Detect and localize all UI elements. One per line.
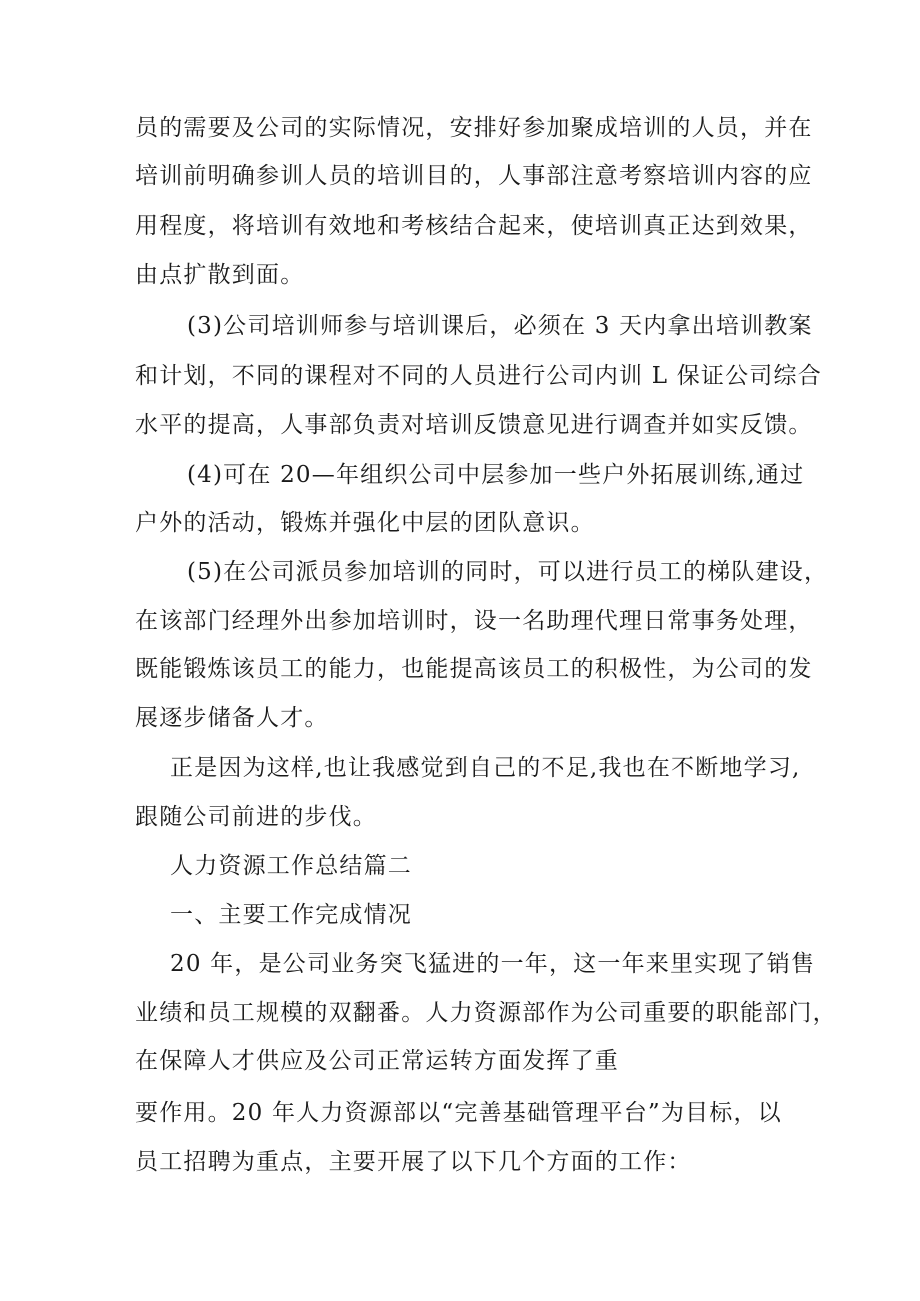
text-line: 户外的活动，锻炼并强化中层的团队意识。 (135, 510, 595, 536)
text-line: 业绩和员工规模的双翻番。人力资源部作为公司重要的职能部门， (135, 1000, 837, 1026)
text-line: 水平的提高，人事部负责对培训反馈意见进行调查并如实反馈。 (135, 412, 813, 438)
text-line: 培训前明确参训人员的培训目的，人事部注意考察培训内容的应 (135, 163, 813, 189)
text-line: 要作用。20 年人力资源部以“完善基础管理平台”为目标，以 (135, 1100, 782, 1126)
text-line: 员的需要及公司的实际情况，安排好参加聚成培训的人员，并在 (135, 115, 813, 141)
text-line: 在保障人才供应及公司正常运转方面发挥了重 (135, 1048, 619, 1074)
text-line: 用程度，将培训有效地和考核结合起来，使培训真正达到效果， (135, 213, 813, 239)
text-line: 正是因为这样,也让我感觉到自己的不足,我也在不断地学习, (170, 755, 801, 781)
text-line: 20 年，是公司业务突飞猛进的一年，这一年来里实现了销售 (170, 951, 816, 977)
text-line: 和计划，不同的课程对不同的人员进行公司内训 L 保证公司综合 (135, 363, 822, 389)
text-line: 跟随公司前进的步伐。 (135, 804, 377, 830)
subsection-heading: 一、主要工作完成情况 (170, 902, 412, 928)
text-line: 既能锻炼该员工的能力，也能提高该员工的积极性，为公司的发 (135, 656, 813, 682)
text-line: 在该部门经理外出参加培训时，设一名助理代理日常事务处理， (135, 608, 813, 634)
text-line: 展逐步储备人才。 (135, 705, 329, 731)
text-line: (3)公司培训师参与培训课后，必须在 3 天内拿出培训教案 (187, 313, 813, 339)
section-heading: 人力资源工作总结篇二 (170, 853, 412, 879)
text-line: 员工招聘为重点，主要开展了以下几个方面的工作： (135, 1149, 692, 1175)
text-line: 由点扩散到面。 (135, 262, 305, 288)
text-line: (5)在公司派员参加培训的同时，可以进行员工的梯队建设， (187, 559, 829, 585)
text-line: (4)可在 20—年组织公司中层参加一些户外拓展训练,通过 (187, 462, 805, 488)
